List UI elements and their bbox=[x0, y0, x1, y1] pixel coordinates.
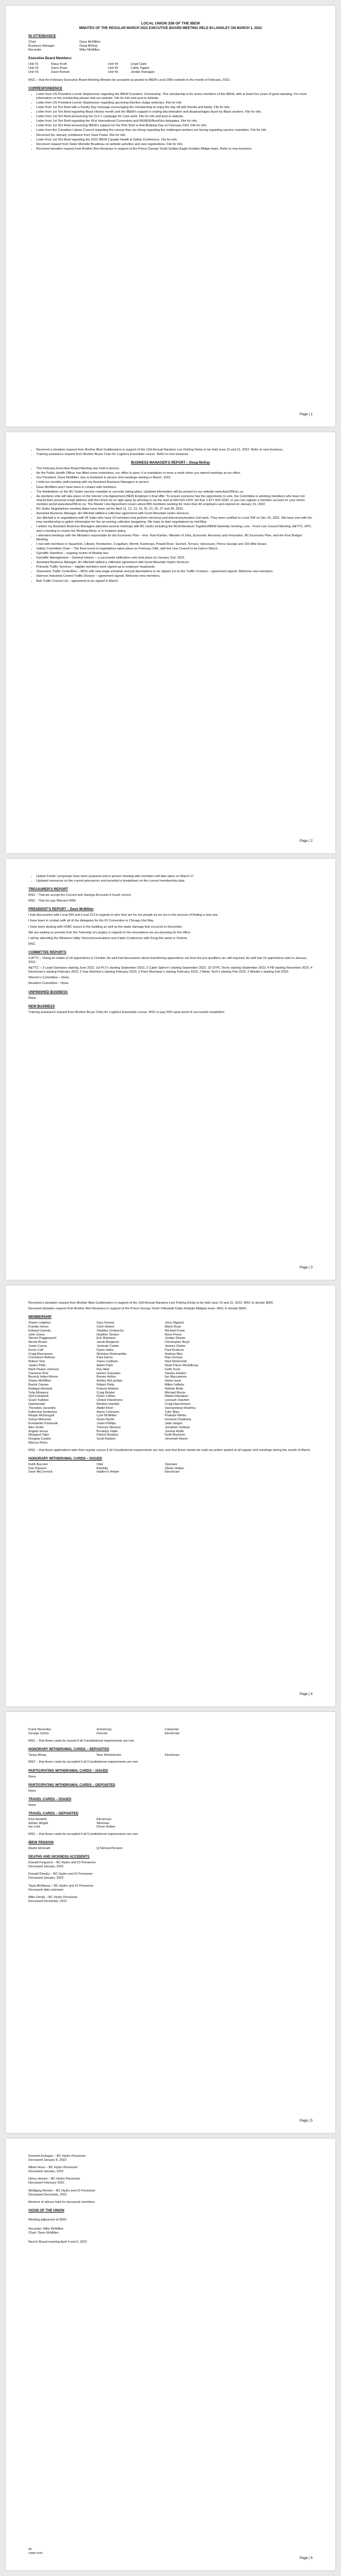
table-cell: Nathan Betty bbox=[165, 1387, 184, 1391]
death-entry: Albert Hunn – BC Hydro Pensioner Deceased January, 2022 bbox=[28, 2166, 78, 2174]
table-cell: Aaron Lehmann bbox=[97, 1410, 119, 1414]
motion-travel-accepted: MSC – that these cards be accepted if all Constitutional requirements are met. bbox=[28, 1833, 139, 1837]
page-4 bbox=[6, 1285, 335, 1706]
motion-warrant: MSC - That we pay Warrant #658 bbox=[28, 899, 76, 903]
page-number: Page | 4 bbox=[300, 1692, 313, 1696]
womens-committee: Women’s Committee – None. bbox=[28, 976, 70, 980]
table-cell: Heine Issac bbox=[165, 1379, 182, 1383]
table-cell: Jaylen Piele bbox=[28, 1363, 46, 1367]
business-manager-list bbox=[28, 875, 313, 883]
table-row bbox=[28, 1333, 313, 1337]
document-subtitle: MINUTES OF THE REGULAR MARCH 2022 EXECUTIVE BOARD MEETING HELD IN LANGLEY ON MARCH 1, 2022 bbox=[79, 27, 262, 30]
death-entry: Donald Dimsky – BC Hydro and IO Pensioner Deceased January, 2022 bbox=[28, 1872, 93, 1880]
list-item: • Updated resources on the current grievances and provided a breakdown on the current membership data. bbox=[36, 879, 313, 883]
table-cell: Craig Macnaman bbox=[28, 1352, 53, 1356]
table-row bbox=[28, 1433, 313, 1437]
table-cell: Q Normal Pension bbox=[97, 1847, 123, 1851]
page-number: Page | 3 bbox=[300, 1266, 313, 1270]
table-cell: Alex Smith bbox=[28, 1425, 44, 1429]
table-cell: Theresa Stevens bbox=[97, 1425, 121, 1429]
table-cell: Hammerald bbox=[28, 1402, 45, 1406]
table-cell: Gavin Myrtle bbox=[97, 1418, 115, 1422]
table-row bbox=[28, 1321, 313, 1325]
officer-row: Chair Dave McMillen bbox=[28, 40, 101, 44]
table-cell: Constance Belleau bbox=[28, 1356, 55, 1360]
table-cell: Oiler bbox=[97, 1462, 103, 1466]
table-cell: Dylan Collins bbox=[97, 1395, 115, 1399]
death-entry: Donald Ferguson – BC Hydro and IO Pensioner Deceased January, 2022 bbox=[28, 1861, 96, 1869]
table-cell: Justin Carver bbox=[28, 1344, 47, 1348]
table-cell: Eric Robeson bbox=[97, 1337, 116, 1341]
president-paragraph: I have been in contact with all of the delegates for the IO Convention in Chicago this May. bbox=[28, 919, 154, 923]
table-cell: Jeremiah Haves bbox=[165, 1437, 188, 1441]
heading-executive-board: Executive Board Members: bbox=[28, 57, 73, 61]
footer-initials: ek cope-cxxx bbox=[28, 2548, 43, 2555]
motion-cards-issued: MSC – that these cards be issued if all Constitutional requirements are met. bbox=[28, 1739, 135, 1743]
travel-deposited-list bbox=[28, 1818, 313, 1829]
list-item: • Received a donation request from Brother Blair Guildenstern in support of the 11th Annual Nanaimo Lee Fishing Derby to be held June 10 and 11, 2022. Refer to new business. bbox=[36, 448, 313, 452]
table-cell: Gell Campbell bbox=[28, 1395, 49, 1399]
table-cell: Keith Buckmin bbox=[165, 1433, 185, 1437]
table-cell: Faith Ocek bbox=[165, 1367, 181, 1371]
list-item: • I and/or my Assistant Business Managers attended several meetings with BC Hydro including the BCH/Skookum Together/IBEW biweekly meeting; Line - Front Line Council Meeting; A&TTC; SPC; and a meeting to review the Working Alone or in Isolation policy. bbox=[36, 525, 313, 533]
table-row bbox=[28, 1349, 313, 1353]
pension-list bbox=[28, 1847, 313, 1851]
table-cell: Mark Pisano Johnson bbox=[28, 1367, 59, 1371]
table-cell: Hadlen’s Helper bbox=[97, 1470, 119, 1474]
unfinished-text: None. bbox=[28, 996, 37, 1000]
list-item: • Assistant Business Manager Jim Mitchell ratified a collective agreement with Good Mountain Hydro Services. bbox=[36, 561, 313, 565]
president-paragraph: We are waiting on permits from the Township of Langley in regards to the renovations we are planning for the office. bbox=[28, 931, 192, 935]
membership-list bbox=[28, 1321, 313, 1445]
list-item: • Gymaffic Stamford – ongoing review of Module two. bbox=[36, 552, 313, 556]
table-cell: Theodore Jaramillo bbox=[28, 1406, 56, 1410]
list-item: • Letter from 1st Tort Reid announcing IBEW’s support for the Pink Shirt or Anti-Bullying Day on February 23rd. File for info. bbox=[36, 124, 313, 128]
table-row bbox=[28, 1426, 313, 1430]
table-cell: Wireman bbox=[97, 1821, 110, 1825]
committee-paragraph: A&TTC – 3 Lead Operators starting June 2022, 1st PLT’s starting September 2022, 2 Cable Splicer’s starting September 2022, 15 STPC Techs starting September 2022, 4 PB starting November 2022, 4 Electrician’s starting February 2023, 2 Gas Machine’s starting February 2023, 2 Pwer Mechanic’s starting February 2023, 2 Meter Tech’s starting Feb 2023, 2 Winder’s starting Feb 2023. bbox=[28, 966, 313, 974]
table-cell: Shane McMillen bbox=[28, 1379, 51, 1383]
heading-new-business: NEW BUSINESS bbox=[28, 1004, 55, 1008]
table-cell: Grant Yudelan bbox=[28, 1399, 49, 1403]
table-cell: Roy Abel bbox=[97, 1367, 110, 1371]
page-1 bbox=[6, 6, 335, 427]
table-cell: Sandra Harlem bbox=[165, 1371, 186, 1375]
list-item: • Jon Mitchell is in negotiations with IR Safer who have 10 members that perform electrical and telecommunication civil work. They were certified to Local 258 on Dec 20, 2021. We have met with the new membership to gather information for the up-coming collective bargaining. We hope to start negotiations by mid-May. bbox=[36, 516, 313, 524]
table-cell: Justin Phillips bbox=[97, 1421, 116, 1425]
table-cell: Renee Hollon bbox=[97, 1375, 116, 1379]
table-cell: Carpenter bbox=[165, 1728, 179, 1731]
list-item: • As elections vote will take place on the Interior Line Agreement (NEW Employer’s final offer. To ensure everyone has the opportunity to vote, the Committee is advising members who have not shared their personal email address with the Union do so right away by phoning in via the mail at 604-520-1200, toll free 1-877-920-3293, or you can register a member account on your Union member portal www.ibew258.bc.ca. The Master Line Agreement covers about 800 members working for more than 40 employers and expired on January 31, 2022. bbox=[36, 495, 313, 507]
table-cell: Noah Pierre McGillivray bbox=[165, 1363, 198, 1367]
table-cell: Operator bbox=[165, 1462, 178, 1466]
table-row bbox=[28, 1818, 313, 1822]
table-cell: Marcus Flynn bbox=[28, 1441, 48, 1445]
table-row bbox=[28, 1341, 313, 1345]
heading-participating-issued: PARTICIPATING WITHDRAWAL CARDS – ISSUED bbox=[28, 1769, 109, 1773]
table-cell: Mario Rose bbox=[165, 1325, 181, 1329]
motion-cards-accepted: MSC – that these cards be accepted if all Constitutional requirements are met. bbox=[28, 1760, 139, 1764]
table-cell: Jeremy Clarke bbox=[165, 1344, 186, 1348]
list-item: • Letter from 1st Tort Reid regarding Black History month and the IBEW’s support in ending discrimination and disadvantages faced by Black workers. File for info. bbox=[36, 110, 313, 114]
table-cell: Joshua Wolfe bbox=[165, 1429, 184, 1433]
motion-minutes: MSC – that the February Executive Board Meeting Minutes be accepted as posted to IBEW Local 258’s website in the month of February, 2022. bbox=[28, 78, 231, 82]
table-row bbox=[28, 1368, 313, 1372]
table-cell: Electrician bbox=[165, 1470, 180, 1474]
table-row bbox=[28, 1375, 313, 1379]
list-item: • Hobart Foods I proposals have been prepared and in person meeting with members will take place on March 17. bbox=[36, 875, 313, 879]
table-cell: Brooklyn Vattie bbox=[97, 1429, 118, 1433]
unit-row: Unit #1 Klaus Kraft Unit #4 Lloyd Clark bbox=[28, 63, 147, 67]
officer-row: Recorder Mike McMillen bbox=[28, 48, 100, 52]
list-item: • Received request from Sister Michelle Boudreau on website activities and new registrations. File for info. bbox=[36, 143, 313, 147]
table-cell: Cameron Pick bbox=[28, 1371, 49, 1375]
table-row bbox=[28, 1422, 313, 1426]
list-item: • Gymaffic Management – General Interior – a successful ratification vote took place on January 2nd, 2022. bbox=[36, 556, 313, 560]
table-row bbox=[28, 1825, 313, 1829]
death-entry: Kenneth Erdogan – BC Hydro Pensioner Deceased January 8, 2022 bbox=[28, 2155, 86, 2162]
table-cell: Lyris McMillan bbox=[97, 1414, 117, 1418]
heading-pension: IBEW PENSION bbox=[28, 1841, 54, 1845]
table-cell: Finn Hordetti bbox=[28, 1817, 47, 1821]
heading-treasurer: TREASURER’S REPORT bbox=[28, 888, 68, 892]
list-item: • Shoreview Traffic Controllers – MOU with new wage schedule and job descriptions to be signed 1st on the Traffic Contract – agreement signed. Welcome new members. bbox=[36, 570, 313, 574]
table-cell: Konstantin Pavlovski bbox=[28, 1421, 58, 1425]
table-cell: Bashir Osman bbox=[28, 1383, 49, 1387]
table-row bbox=[28, 1387, 313, 1391]
president-paragraph: I had discussions with Local 993 and Local 213 in regards to who they are for ten people as we are in the process of finding a new one. bbox=[28, 913, 219, 917]
table-cell: Hunter Gonzales bbox=[97, 1371, 120, 1375]
heading-unfinished-business: UNFINISHED BUSINESS bbox=[28, 990, 68, 994]
table-cell: Jordan Shantz bbox=[165, 1337, 186, 1341]
table-cell: Ray Cenosa bbox=[165, 1356, 182, 1360]
page-3 bbox=[6, 859, 335, 1280]
table-cell: Christopher Boyd bbox=[165, 1341, 190, 1345]
none-text: None bbox=[28, 1775, 36, 1779]
resident-committee: Resident Committee – None. bbox=[28, 982, 69, 986]
table-cell: Shiser Helper bbox=[165, 1466, 184, 1470]
table-cell: Francis Antoine bbox=[97, 1387, 119, 1391]
table-cell: Millen Valleila bbox=[165, 1383, 184, 1387]
table-cell: Gary Dennis bbox=[97, 1321, 115, 1325]
heading-travel-issued: TRAVEL CARDS – ISSUED bbox=[28, 1797, 72, 1801]
list-item: • Letter from US President Lonnie Stephenson regarding upcoming Election Judge webinars. File for info. bbox=[36, 101, 313, 105]
table-row bbox=[28, 1847, 313, 1851]
none-text: None bbox=[28, 1789, 36, 1793]
table-row bbox=[28, 1364, 313, 1368]
heading-committee-reports: COMMITTEE REPORTS bbox=[28, 950, 66, 954]
table-row bbox=[28, 1470, 313, 1474]
motion-membership: MSC – that these applications take their regular course if all Constitutional requirements are met, and that these names be read out and/or posted at all regular Unit meetings during the month of March. bbox=[28, 1448, 311, 1452]
table-cell: Tyler Mies bbox=[165, 1410, 180, 1414]
table-cell: Craig Hanchmann bbox=[165, 1402, 191, 1406]
list-item: • Training assistance request from Brother Bryan Chan for Logistics Essentials course. Refer to new business. bbox=[36, 453, 313, 457]
table-cell: Robert Yest bbox=[28, 1360, 45, 1364]
new-business-text: Training assistance request from Brother Bryan Chan for Logistics Essentials course. MSC to pay 50% upon proof of successful completion. bbox=[28, 1010, 226, 1014]
heading-participating-deposited: PARTICIPATING WITHDRAWAL CARDS – DEPOSITED bbox=[28, 1783, 115, 1787]
table-cell: Patrick Buckley bbox=[97, 1433, 119, 1437]
list-item: • Letter from 1st Tort Reid with a Family Day message encouraging the membership to enjoy the day off with friends and family. File for info. bbox=[36, 106, 313, 110]
table-row bbox=[28, 1360, 313, 1364]
table-cell: Martin McGrath bbox=[28, 1847, 51, 1851]
list-item: • Letter from 1st Tort Reid regarding the 41st International Convention and RENEW/NextGen delegates. File for info. bbox=[36, 119, 313, 123]
table-row bbox=[28, 1372, 313, 1376]
table-cell: Tanya Wong bbox=[28, 1753, 46, 1757]
list-item: • Harrison Industrial Control Traffic Division – agreement signed. Welcome new members. bbox=[36, 574, 313, 578]
officer-row: Business Manager Doug McKay bbox=[28, 44, 98, 48]
table-cell: Varmandeep Khokhra bbox=[165, 1406, 196, 1410]
table-cell: Dylan Heike bbox=[97, 1348, 114, 1352]
table-cell: John Jones bbox=[28, 1333, 45, 1337]
table-row bbox=[28, 1391, 313, 1395]
table-row bbox=[28, 1732, 313, 1736]
list-item: • Dave McMillen and I have been in contact with members. bbox=[36, 486, 313, 490]
correspondence-list bbox=[28, 448, 313, 457]
heading-president: PRESIDENT’S REPORT – Dave McMillen bbox=[28, 908, 94, 912]
table-cell: Joshuah Cartier bbox=[97, 1344, 119, 1348]
page-2 bbox=[6, 432, 335, 853]
page-number: Page | 6 bbox=[300, 2556, 313, 2560]
page-number: Page | 2 bbox=[300, 839, 313, 843]
list-item: • Belt Traffic Control Ltd – agreement to be signed in March. bbox=[36, 580, 313, 584]
list-item: • Letter from US President Lonnie Stephenson regarding the IBEW Founders’ Scholarship. This scholarship is for active members of the IBEW, with at least four years of good standing. For more information on the scholarship please visit our website. File for info and post to website. bbox=[36, 93, 313, 101]
table-cell: Jonathan Sullivan bbox=[165, 1425, 190, 1429]
donation-paragraph: Received donation request from Brother Ben Rouleaux in support of the Prince George Youth Volleyball Clubs Kodiaks Midgets team. MSC to donate $500. bbox=[28, 1307, 247, 1311]
unit-row: Unit #2 Garry Pope Unit #5 Cathy Tapper bbox=[28, 67, 150, 71]
death-entry: Wolfgang Brooks – BC Hydro and IO Pensioner Deceased December, 2021 bbox=[28, 2189, 96, 2197]
table-cell: Ashley McLachlan bbox=[97, 1379, 123, 1383]
list-item: • Our President, Dave McMillen, has re-instituted in person Unit meetings starting in March, 2022. bbox=[36, 476, 313, 480]
table-row bbox=[28, 1329, 313, 1333]
table-row bbox=[28, 1379, 313, 1383]
table-row bbox=[28, 1411, 313, 1415]
table-cell: Heather Tomins bbox=[97, 1333, 119, 1337]
table-cell: Paul Garza bbox=[97, 1356, 113, 1360]
table-cell: Andrew Muir bbox=[165, 1352, 183, 1356]
table-cell: Frankie Heron bbox=[28, 1325, 49, 1329]
death-entry: Tayla McManus – BC Hydro and IO Pensioner Deceased date unknown bbox=[28, 1884, 94, 1892]
motion-accounts: MSC - That we accept the Current and Savings Accounts if found correct. bbox=[28, 894, 132, 898]
table-cell: Radigan Armand bbox=[28, 1387, 52, 1391]
table-cell: Jade Saigon bbox=[165, 1421, 183, 1425]
table-cell: Beverly Iodeo-Moore bbox=[28, 1375, 58, 1379]
table-cell bbox=[165, 1822, 313, 1826]
table-row bbox=[28, 1407, 313, 1411]
list-item: • Assistant Business Manager Jim Mitchell ratified a collective agreement with Good Mountain Hydro Services. bbox=[36, 512, 313, 516]
heading-membership: MEMBERSHIP bbox=[28, 1316, 52, 1320]
correspondence-list bbox=[28, 93, 313, 151]
table-row bbox=[28, 1345, 313, 1349]
table-row bbox=[28, 1356, 313, 1360]
heading-honorary-issued: HONORARY WITHDRAWAL CARDS – ISSUED bbox=[28, 1457, 102, 1461]
table-row bbox=[28, 1325, 313, 1329]
table-row bbox=[28, 1418, 313, 1422]
table-cell: Dan Klassen bbox=[28, 1466, 47, 1470]
table-cell bbox=[165, 1818, 313, 1822]
list-item: • I held our monthly staff meeting with my Assistant Business Managers in person. bbox=[36, 481, 313, 485]
table-row bbox=[28, 1467, 313, 1471]
table-cell: Armstrong bbox=[97, 1728, 111, 1731]
heading-deaths: DEATHS AND SICKNESS ACCIDENTS bbox=[28, 1855, 90, 1859]
table-cell: Megan McDougall bbox=[28, 1414, 55, 1418]
table-cell: Genevio Ozaltonia bbox=[165, 1418, 192, 1422]
table-cell: Margaret Yabe bbox=[28, 1433, 49, 1437]
table-cell: Ashley Wright bbox=[28, 1821, 48, 1825]
table-row bbox=[28, 1399, 313, 1403]
list-item: • I attended meetings with the Ministers responsible for the Economic Plan – Hon. Ravi Kahlon, Minister of Jobs, Economic Recovery and Innovation, BC Economic Plan, and the Post Budget Meeting. bbox=[36, 534, 313, 542]
motion-president: MSC bbox=[28, 942, 36, 946]
table-cell: Jerry Digiand bbox=[165, 1321, 184, 1325]
document-title: LOCAL UNION 258 OF THE IBEW bbox=[141, 22, 200, 26]
president-paragraph: I have been dealing with HVAC issues in the building as well as the water damage that occurred in December. bbox=[28, 925, 183, 929]
table-row bbox=[28, 1403, 313, 1407]
honorary-list bbox=[28, 1728, 313, 1736]
chair-signature: Chair: Dave McMillen bbox=[28, 2231, 59, 2235]
page-6 bbox=[6, 2139, 335, 2570]
table-cell: Prakash Mehta bbox=[165, 1414, 186, 1418]
list-item: • The Arbitrations on the BC Hydro vaccine mandate is currently taking place. Updated information will be posted on our website www.ibew258.bc.ca. bbox=[36, 490, 313, 494]
table-cell: Duncan bbox=[97, 1731, 108, 1735]
table-cell: Ian Lord bbox=[28, 1825, 40, 1829]
table-cell: Electrician bbox=[97, 1817, 111, 1821]
table-cell: Mattel Dianabarr bbox=[165, 1395, 189, 1399]
honorary-list bbox=[28, 1463, 313, 1474]
table-cell: Jacob Bergeron bbox=[97, 1341, 119, 1345]
table-cell: Noel McDermid bbox=[165, 1360, 187, 1364]
table-cell: Frank Nexovitec bbox=[28, 1728, 52, 1731]
table-row bbox=[28, 1822, 313, 1826]
unit-row: Unit #3 Dave Roman Unit #6 Jordan Flanagan bbox=[28, 71, 155, 75]
donation-paragraph: Received a donation request from Brother Blair Guildenstern in support of the 11th Annual Nanaimo Line Fishing Derby to be held June 10 and 11, 2022. MSC to donate $500. bbox=[28, 1301, 274, 1305]
table-cell: Kevin Cuff bbox=[28, 1348, 43, 1352]
page-5 bbox=[6, 1712, 335, 2133]
table-row bbox=[28, 1337, 313, 1341]
table-cell: Ian Maccamere bbox=[165, 1375, 187, 1379]
table-cell: Douglas Coates bbox=[28, 1437, 51, 1441]
list-item: • Letter from 1st Tort Reid announcing the CLC’s campaign for Care work. File for info and post to website. bbox=[36, 115, 313, 119]
table-cell: Abdel Khori bbox=[97, 1406, 113, 1410]
none-text: None bbox=[28, 1803, 36, 1807]
business-manager-list bbox=[28, 467, 313, 583]
table-row bbox=[28, 1441, 313, 1445]
table-cell: Paul Koshure bbox=[165, 1348, 184, 1352]
table-cell: Michael Foote bbox=[165, 1329, 185, 1333]
honorary-deposited-list bbox=[28, 1754, 313, 1758]
list-item: • I met with members in Squamish, Lillooet, Pemberton, Coquitlam, Merritt, Kamloops, Powell River, Sechelt, Terrace, Vancouver, Prince George and 150 Mile House. bbox=[36, 543, 313, 547]
table-cell: Clinton Fitzsimons bbox=[97, 1399, 123, 1403]
table-cell: Keith Buccion bbox=[28, 1462, 48, 1466]
table-cell: Nicholas Rodmaniller bbox=[97, 1352, 127, 1356]
next-meeting: Next E-Board meeting April 4 and 6, 2022 bbox=[28, 2240, 88, 2244]
table-row bbox=[28, 1383, 313, 1387]
heading-travel-deposited: TRAVEL CARDS – DEPOSITED bbox=[28, 1812, 78, 1816]
table-cell: Robert Petty bbox=[97, 1383, 115, 1387]
table-row bbox=[28, 1728, 313, 1732]
table-row bbox=[28, 1437, 313, 1441]
table-cell bbox=[165, 1825, 313, 1829]
list-item: • As the Public Health Officer has lifted some restrictions, our office is open. It is mandatory to wear a mask when you attend meetings at our office. bbox=[36, 472, 313, 475]
table-cell: Reuben Hambly bbox=[97, 1402, 120, 1406]
heading-good-of-union: GOOD OF THE UNION bbox=[28, 2209, 64, 2213]
table-cell: Driver Helper bbox=[97, 1825, 115, 1829]
heading-attendance: IN ATTENDANCE bbox=[28, 35, 56, 38]
table-cell: Leonard Joachim bbox=[165, 1399, 189, 1403]
table-cell: Katherine Kimberley bbox=[28, 1410, 57, 1414]
table-row bbox=[28, 1353, 313, 1357]
president-paragraph: I will be attending the Ministers Utility Telecommunications and Cable Conference with Doug this week in Victoria. bbox=[28, 936, 188, 940]
table-row bbox=[28, 1430, 313, 1434]
table-cell: Angela Venus bbox=[28, 1429, 48, 1433]
list-item: • Letter from 1st Tort Reid regarding the 2022 IBEW Canada Health & Safety Conference. File for info. bbox=[36, 138, 313, 142]
heading-correspondence: CORRESPONDENCE bbox=[28, 86, 63, 90]
list-item: • Received the January remittance from Sask Power. File for info. bbox=[36, 134, 313, 138]
list-item: • Received donation request from Brother Ben Rouleaux in support of the Prince George Youth Golden Eagle Kodiaks Midget team. Refer to new business. bbox=[36, 147, 313, 151]
heading-honorary-deposited: HONORARY WITHDRAWAL CARDS – DEPOSITED bbox=[28, 1747, 109, 1751]
table-cell: Scott Hadsen bbox=[97, 1437, 116, 1441]
death-entry: Mike Zmrak – BC Hydro Pensioner Deceased December, 2021 bbox=[28, 1895, 78, 1903]
adjournment: Meeting adjourned at 0820 bbox=[28, 2218, 66, 2222]
table-cell bbox=[97, 1441, 165, 1445]
page-number: Page | 5 bbox=[300, 2119, 313, 2123]
table-cell: Bambky bbox=[97, 1466, 109, 1470]
list-item: • Primarily Traffic Services – eligible members were signed up to employer headcards. bbox=[36, 565, 313, 569]
list-item: • Letter from the Canadian Labour Council regarding the convoy they are doing regarding the challenges workers are facing regarding vaccine mandates. File for info. bbox=[36, 129, 313, 133]
page-number: Page | 1 bbox=[300, 412, 313, 416]
moment-of-silence: Moment of silence held for deceased members. bbox=[28, 2200, 95, 2204]
table-cell: Electrician bbox=[165, 1731, 180, 1735]
table-cell: Sean McCormick bbox=[28, 1470, 53, 1474]
table-cell: Owen Lindham bbox=[97, 1360, 118, 1364]
table-cell: Nicole Brown bbox=[28, 1341, 47, 1345]
table-cell bbox=[165, 1847, 313, 1851]
table-cell: Yulia Minaeva bbox=[28, 1391, 48, 1395]
table-cell: Renn Perez bbox=[165, 1333, 182, 1337]
table-cell: Sheldon Crebarchy bbox=[97, 1329, 124, 1333]
committee-paragraph: ILATTC – Doing an intake of 18 apprentices in October. As well had discussions about transferring apprentices out from the pre-qualifiers are still required. As well had 16 apprentices start in January 2022. bbox=[28, 956, 307, 965]
table-cell: Shane Leighton bbox=[28, 1321, 51, 1325]
table-cell: Michael Bozzo bbox=[165, 1391, 186, 1395]
table-cell: Adam Palm bbox=[97, 1363, 113, 1367]
heading-business-manager-report: BUSINESS MANAGER’S REPORT – Doug McKay bbox=[131, 461, 210, 465]
table-cell: Sonya Menasse bbox=[28, 1418, 52, 1422]
table-row bbox=[28, 1395, 313, 1399]
table-cell: Electrician bbox=[165, 1753, 180, 1757]
table-cell: Colin Hebert bbox=[97, 1325, 115, 1329]
table-cell: George Zylicio bbox=[28, 1731, 49, 1735]
table-cell bbox=[165, 1441, 313, 1445]
list-item: • BC Hydro Negotiations meeting dates have been set for April 11, 12, 13, 19, 20, 21, 26, 27 and 28, 2022. bbox=[36, 507, 313, 511]
table-row bbox=[28, 1463, 313, 1467]
table-row bbox=[28, 1414, 313, 1418]
table-row bbox=[28, 1754, 313, 1758]
table-cell: Steven Poggenpohl bbox=[28, 1337, 56, 1341]
recorder-signature: Recorder: Mike McMillen bbox=[28, 2227, 64, 2231]
table-cell: New Westminster bbox=[97, 1753, 122, 1757]
table-cell: Craig Bolster bbox=[97, 1391, 115, 1395]
list-item: • Safety Committee Chair – The final round of negotiations takes place on February 24th, with the Line Council to be held in March. bbox=[36, 547, 313, 551]
list-item: • The February Executive Board Meeting was held in person. bbox=[36, 467, 313, 471]
death-entry: Henry Hessel – BC Hydro Pensioner Deceased February 2022 bbox=[28, 2177, 80, 2185]
table-cell: Edward Zamela bbox=[28, 1329, 51, 1333]
